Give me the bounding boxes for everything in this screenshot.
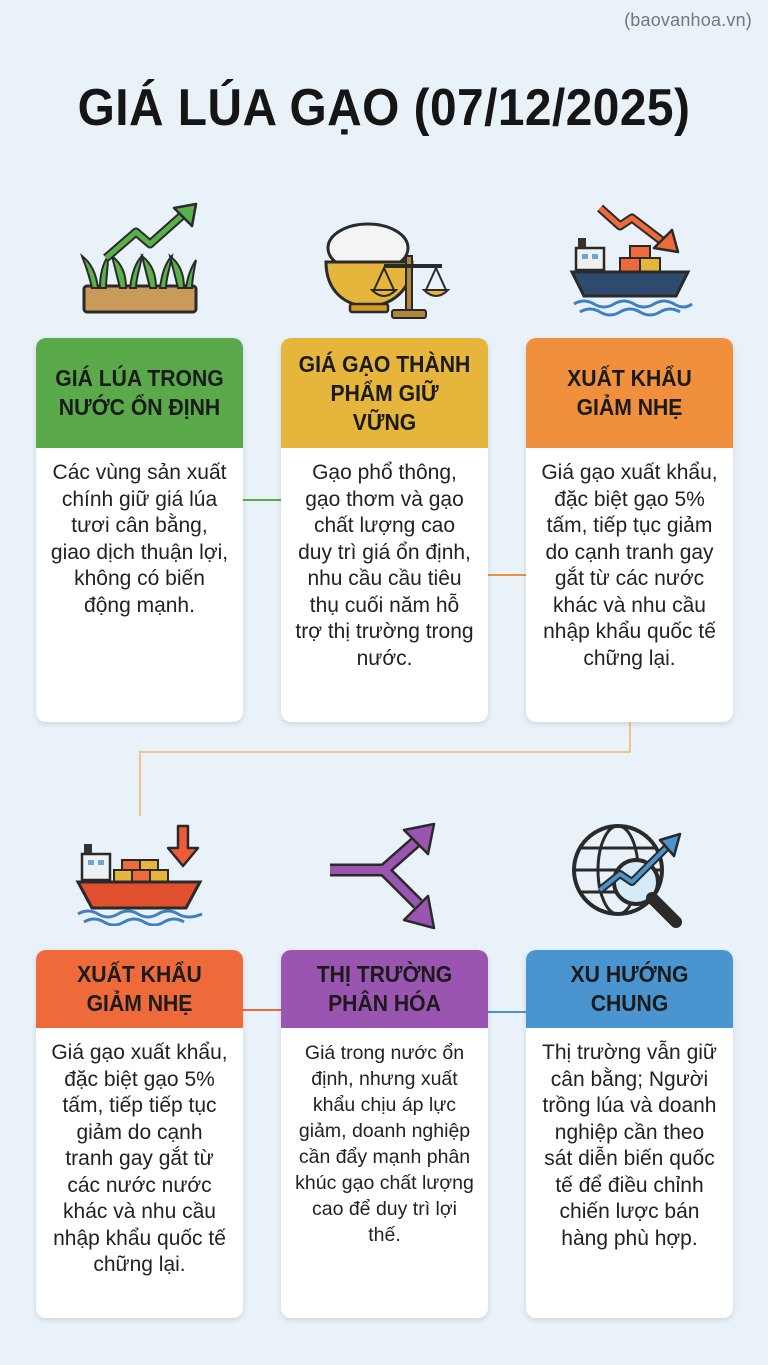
card-header	[526, 338, 733, 448]
globe-magnifier-trend-icon	[566, 818, 692, 936]
card-text: Giá gạo xuất khẩu, đặc biệt gạo 5% tấm, tiếp tiếp tục giảm do cạnh tranh gay gắt từ các nước nước khác và nhu cầu nhập khẩu quốc tế chững lại.	[51, 1041, 228, 1276]
card-text: Giá trong nước ổn định, nhưng xuất khẩu chịu áp lực giảm, doanh nghiệp cần đẩy mạnh phân khúc gạo chất lượng cao để duy trì lợi thế.	[295, 1042, 474, 1246]
card-export-decrease	[526, 338, 733, 722]
card-header	[281, 950, 488, 1028]
card-title: THỊ TRƯỜNG PHÂN HÓA	[316, 961, 453, 1016]
card-header	[526, 950, 733, 1028]
card-market-divergence	[281, 950, 488, 1318]
card-general-trend	[526, 950, 733, 1318]
card-text: Thị trường vẫn giữ cân bằng; Người trồng lúa và doanh nghiệp cần theo sát diễn biến quốc tế để điều chỉnh chiến lược bán hàng phù hợp.	[542, 1041, 717, 1250]
card-title: GIÁ LÚA TRONG NƯỚC ỔN ĐỊNH	[55, 365, 224, 420]
cargo-ship-falling-arrow-icon	[568, 200, 696, 318]
split-arrows-icon	[328, 820, 446, 936]
rice-field-rising-arrow-icon	[78, 200, 200, 320]
rice-bowl-scale-icon	[320, 212, 450, 320]
card-title: XUẤT KHẨU GIẢM NHẸ	[567, 365, 692, 420]
card-domestic-paddy-price	[36, 338, 243, 722]
card-header	[36, 950, 243, 1028]
card-title: XU HƯỚNG CHUNG	[570, 961, 689, 1016]
card-text: Giá gạo xuất khẩu, đặc biệt gạo 5% tấm, tiếp tục giảm do cạnh tranh gay gắt từ các nước khác và nhu cầu nhập khẩu quốc tế chững lại.	[541, 461, 718, 670]
card-header	[281, 338, 488, 448]
card-title: XUẤT KHẨU GIẢM NHẸ	[77, 961, 202, 1016]
card-text: Các vùng sản xuất chính giữ giá lúa tươi cân bằng, giao dịch thuận lợi, không có biến động mạnh.	[50, 461, 229, 617]
card-title: GIÁ GẠO THÀNH PHẨM GIỮ VỮNG	[298, 350, 471, 435]
page-title: GIÁ LÚA GẠO (07/12/2025)	[77, 79, 691, 137]
cargo-ship-down-arrow-icon	[74, 822, 206, 926]
source-credit: (baovanhoa.vn)	[624, 10, 752, 30]
card-text: Gạo phổ thông, gạo thơm và gạo chất lượng cao duy trì giá ổn định, nhu cầu cầu tiêu thụ cuối năm hỗ trợ thị trường trong nước.	[295, 461, 474, 670]
card-export-decrease-2	[36, 950, 243, 1318]
card-finished-rice-price	[281, 338, 488, 722]
card-header	[36, 338, 243, 448]
